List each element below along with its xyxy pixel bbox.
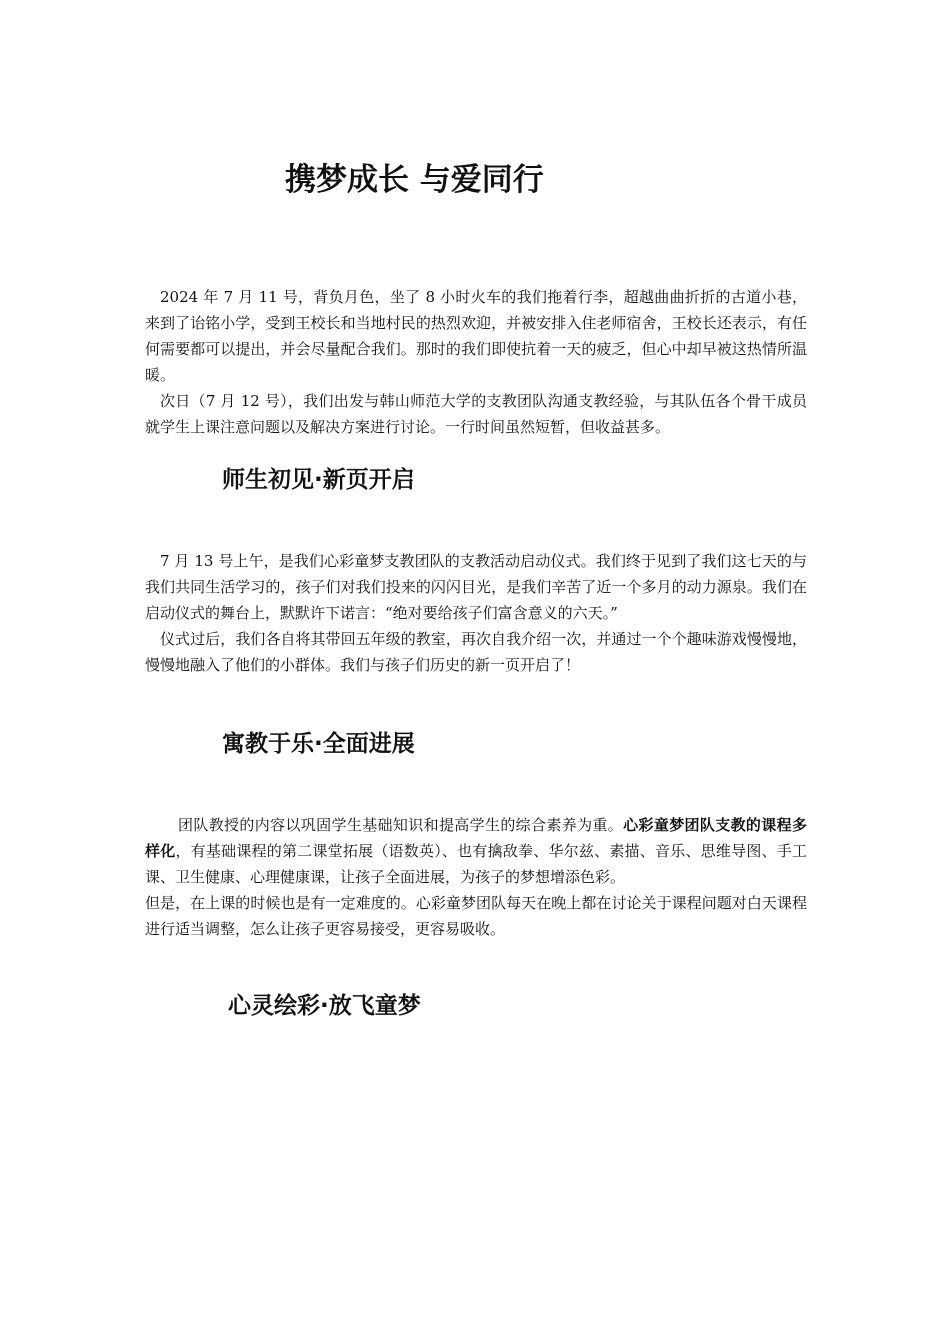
paragraph: 次日（7 月 12 号），我们出发与韩山师范大学的支教团队沟通支教经验，与其队伍各个骨干成员就学生上课注意问题以及解决方案进行讨论。一行时间虽然短暂，但收益甚多。 <box>145 392 807 436</box>
first-meeting-section <box>145 548 807 678</box>
paragraph-bold-text: 心彩童梦团队支教的课程多样化 <box>145 816 807 860</box>
paragraph <box>145 812 807 890</box>
paragraph: 7 月 13 号上午，是我们心彩童梦支教团队的支教活动启动仪式。我们终于见到了我们这七天的与我们共同生活学习的，孩子们对我们投来的闪闪目光，是我们辛苦了近一个多月的动力源泉。我们在启动仪式的舞台上，默默许下诺言：“绝对要给孩子们富含意义的六天。” <box>145 552 807 622</box>
section-heading-dreams: 心灵绘彩·放飞童梦 <box>228 993 421 1019</box>
intro-section <box>145 284 807 440</box>
paragraph-text: ，有基础课程的第二课堂拓展（语数英）、也有擒敌拳、华尔兹、素描、音乐、思维导图、手工课、卫生健康、心理健康课，让孩子全面进展，为孩子的梦想增添色彩。 <box>145 842 807 886</box>
paragraph: 但是，在上课的时候也是有一定难度的。心彩童梦团队每天在晚上都在讨论关于课程问题对白天课程进行适当调整，怎么让孩子更容易接受，更容易吸收。 <box>145 894 807 938</box>
paragraph-text: 团队教授的内容以巩固学生基础知识和提高学生的综合素养为重。 <box>178 816 624 834</box>
document-title: 携梦成长 与爱同行 <box>285 162 544 198</box>
teaching-section <box>145 812 807 942</box>
section-heading-teaching: 寓教于乐·全面进展 <box>222 731 415 757</box>
paragraph: 2024 年 7 月 11 号，背负月色，坐了 8 小时火车的我们拖着行李，超越曲曲折折的古道小巷，来到了诒铭小学，受到王校长和当地村民的热烈欢迎，并被安排入住老师宿舍，王校长还表示，有任何需要都可以提出，并会尽量配合我们。那时的我们即使抗着一天的疲乏，但心中却早被这热情所温暖。 <box>145 288 807 384</box>
paragraph: 仪式过后，我们各自将其带回五年级的教室，再次自我介绍一次，并通过一个个趣味游戏慢慢地，慢慢地融入了他们的小群体。我们与孩子们历史的新一页开启了！ <box>145 630 807 674</box>
section-heading-first-meeting: 师生初见·新页开启 <box>222 467 415 493</box>
